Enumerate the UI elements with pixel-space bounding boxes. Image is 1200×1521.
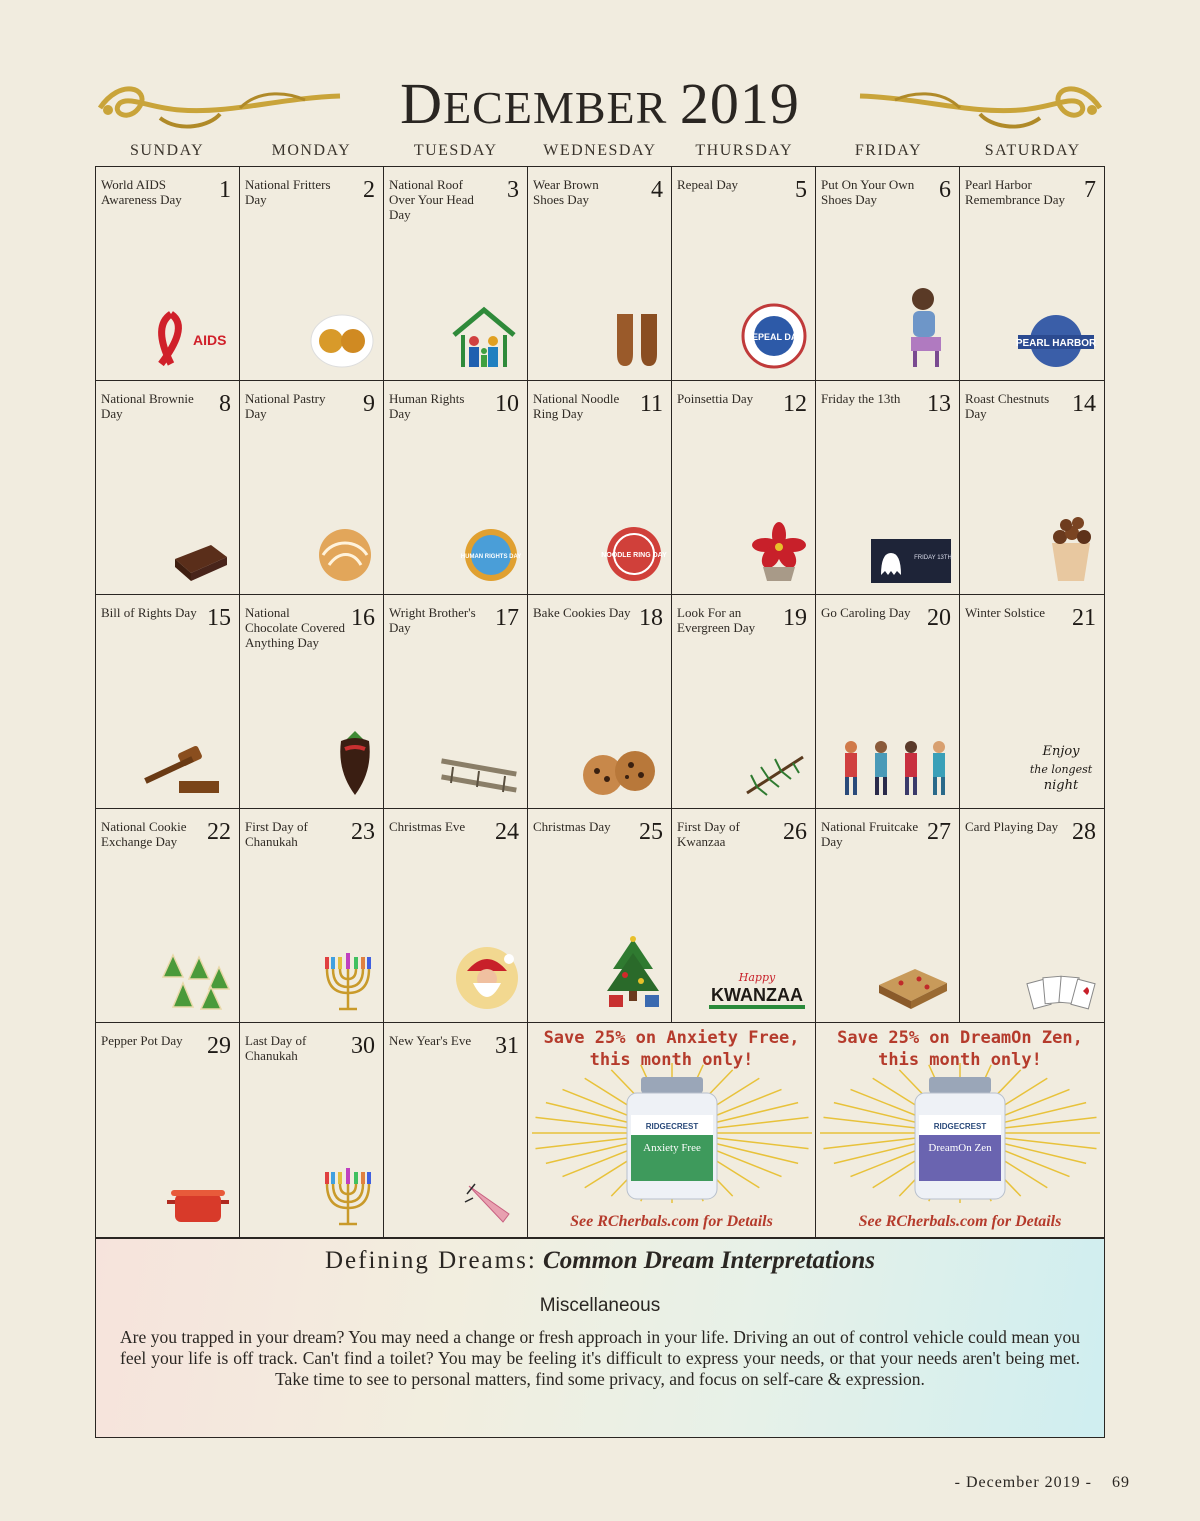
observance-label: National Brownie Day	[101, 391, 194, 421]
gavel-icon	[135, 741, 231, 802]
day-cell	[672, 167, 816, 381]
day-number: 22	[207, 819, 231, 845]
weekday-header-row	[95, 142, 1105, 166]
observance-label: Card Playing Day	[965, 819, 1059, 834]
day-cell	[96, 167, 240, 381]
observance-label: Go Caroling Day	[821, 605, 911, 620]
day-cell	[816, 595, 960, 809]
observance-label: Poinsettia Day	[677, 391, 754, 406]
day-cell	[96, 381, 240, 595]
day-cell	[528, 381, 672, 595]
dreams-title-rest: Common Dream Interpretations	[543, 1247, 876, 1274]
day-cell	[96, 1023, 240, 1237]
day-cell	[816, 809, 960, 1023]
promo-headline: Save 25% on Anxiety Free, this month only!	[543, 1028, 800, 1070]
promo-cta[interactable]: See RCherbals.com for Details	[858, 1213, 1062, 1230]
day-cell	[672, 595, 816, 809]
observance-label: Repeal Day	[677, 177, 739, 192]
day-cell	[528, 809, 672, 1023]
svg-text:KWANZAA: KWANZAA	[711, 985, 803, 1005]
svg-text:night: night	[1043, 778, 1079, 793]
poinsettia-icon	[751, 521, 807, 588]
day-number: 25	[639, 819, 663, 845]
observance-label: Last Day of Chanukah	[245, 1033, 307, 1063]
day-number: 1	[219, 177, 231, 203]
day-number: 18	[639, 605, 663, 631]
supplement-bottle-icon	[617, 1075, 727, 1201]
svg-text:REPEAL DAY: REPEAL DAY	[745, 332, 803, 342]
cookies-icon	[577, 749, 663, 802]
day-cell	[672, 809, 816, 1023]
party-horn-icon	[463, 1180, 519, 1231]
observance-label: Christmas Day	[533, 819, 611, 834]
footer-label: - December 2019 -	[954, 1474, 1092, 1491]
day-number: 9	[363, 391, 375, 417]
ribbon-icon	[151, 309, 231, 374]
calendar-grid	[95, 166, 1105, 1238]
weekday-label: THURSDAY	[695, 142, 794, 159]
observance-label: Christmas Eve	[389, 819, 466, 834]
day-number: 29	[207, 1033, 231, 1059]
kwanzaa-icon	[707, 969, 807, 1016]
observance-label: National Cookie Exchange Day	[101, 819, 187, 849]
dreams-subtitle: Miscellaneous	[539, 1295, 661, 1316]
pastry-icon	[315, 527, 375, 588]
dreams-title-lead: Defining Dreams:	[324, 1247, 537, 1274]
house-family-icon	[449, 305, 519, 374]
observance-label: World AIDS Awareness Day	[101, 177, 182, 207]
svg-text:Happy: Happy	[738, 971, 776, 984]
header	[0, 70, 1200, 140]
menorah-icon	[321, 953, 375, 1016]
chocolate-strawberry-icon	[335, 727, 375, 802]
day-cell	[816, 381, 960, 595]
day-cell	[240, 809, 384, 1023]
month-initial: D	[400, 71, 444, 136]
christmas-tree-icon	[603, 935, 663, 1016]
day-number: 24	[495, 819, 519, 845]
svg-text:RIDGECREST: RIDGECREST	[645, 1122, 698, 1131]
observance-label: New Year's Eve	[389, 1033, 472, 1048]
day-cell	[240, 595, 384, 809]
dreams-title	[96, 1247, 1104, 1275]
day-number: 11	[639, 391, 663, 417]
observance-label: First Day of Chanukah	[245, 819, 308, 849]
pot-icon	[165, 1180, 231, 1231]
day-number: 23	[351, 819, 375, 845]
day-number: 5	[795, 177, 807, 203]
observance-label: National Fritters Day	[245, 177, 331, 207]
pearl-harbor-badge-icon	[1016, 313, 1096, 374]
chestnuts-icon	[1046, 513, 1096, 588]
fritters-icon	[309, 313, 375, 374]
day-cell	[960, 595, 1104, 809]
longest-night-icon	[1026, 733, 1096, 802]
dreams-body: Are you trapped in your dream? You may need a change or fresh approach in your life. Driving an out of control vehicle could mean you feel your life is off track. Can't find a toilet? You may be feeling it's difficult to express your needs, or that your needs aren't being met. Take time to see to personal matters, find some privacy, and focus on self-care & expression.	[120, 1327, 1080, 1389]
day-number: 7	[1084, 177, 1096, 203]
day-cell	[96, 595, 240, 809]
day-number: 17	[495, 605, 519, 631]
weekday-label: WEDNESDAY	[543, 142, 657, 159]
day-cell	[960, 381, 1104, 595]
day-number: 12	[783, 391, 807, 417]
day-number: 21	[1072, 605, 1096, 631]
observance-label: National Roof Over Your Head Day	[389, 177, 474, 222]
observance-label: Roast Chestnuts Day	[965, 391, 1050, 421]
weekday-label: TUESDAY	[413, 142, 498, 159]
gold-flourish-right-icon	[850, 78, 1110, 138]
observance-label: Wright Brother's Day	[389, 605, 476, 635]
day-number: 26	[783, 819, 807, 845]
observance-label: Put On Your Own Shoes Day	[821, 177, 915, 207]
day-number: 10	[495, 391, 519, 417]
svg-text:DreamOn Zen: DreamOn Zen	[928, 1142, 992, 1154]
svg-text:PEARL HARBOR: PEARL HARBOR	[1015, 338, 1097, 349]
observance-label: National Pastry Day	[245, 391, 326, 421]
fruitcake-icon	[875, 963, 951, 1016]
observance-label: National Fruitcake Day	[821, 819, 919, 849]
svg-text:FRIDAY 13TH: FRIDAY 13TH	[914, 555, 952, 561]
year: 2019	[679, 71, 800, 136]
observance-label: Winter Solstice	[965, 605, 1045, 620]
brownie-icon	[171, 539, 231, 588]
santa-icon	[455, 945, 519, 1016]
day-cell	[384, 809, 528, 1023]
shoes-icon	[613, 309, 663, 374]
observance-label: First Day of Kwanzaa	[677, 819, 740, 849]
day-cell	[96, 809, 240, 1023]
day-number: 2	[363, 177, 375, 203]
page-footer	[955, 1474, 1130, 1492]
day-number: 3	[507, 177, 519, 203]
day-cell	[672, 381, 816, 595]
day-number: 20	[927, 605, 951, 631]
svg-text:AIDS: AIDS	[193, 332, 227, 348]
day-cell	[528, 595, 672, 809]
promo-cta[interactable]: See RCherbals.com for Details	[570, 1213, 773, 1230]
weekday-label: SATURDAY	[984, 142, 1081, 159]
observance-label: Pepper Pot Day	[101, 1033, 183, 1048]
biplane-icon	[439, 757, 519, 802]
day-number: 14	[1072, 391, 1096, 417]
day-cell	[384, 381, 528, 595]
tree-cookies-icon	[159, 953, 231, 1016]
day-cell	[240, 381, 384, 595]
observance-label: Bake Cookies Day	[533, 605, 631, 620]
svg-text:RIDGECREST: RIDGECREST	[933, 1122, 987, 1131]
promo-headline: Save 25% on DreamOn Zen, this month only!	[837, 1028, 1083, 1070]
svg-text:the longest: the longest	[1029, 763, 1093, 776]
day-number: 16	[351, 605, 375, 631]
day-number: 13	[927, 391, 951, 417]
page-number: 69	[1112, 1474, 1130, 1491]
day-cell	[816, 167, 960, 381]
observance-label: Wear Brown Shoes Day	[533, 177, 599, 207]
carolers-icon	[839, 737, 951, 802]
dreams-panel	[95, 1238, 1105, 1438]
day-cell	[384, 1023, 528, 1237]
day-number: 30	[351, 1033, 375, 1059]
observance-label: Friday the 13th	[821, 391, 901, 406]
child-shoes-icon	[901, 285, 951, 374]
day-number: 27	[927, 819, 951, 845]
day-cell	[384, 595, 528, 809]
ghost-icon	[871, 539, 951, 588]
promo-ad[interactable]	[816, 1023, 1104, 1237]
svg-text:Anxiety Free: Anxiety Free	[642, 1142, 701, 1154]
day-number: 6	[939, 177, 951, 203]
observance-label: National Noodle Ring Day	[533, 391, 620, 421]
day-cell	[960, 809, 1104, 1023]
observance-label: Pearl Harbor Remembrance Day	[965, 177, 1065, 207]
day-number: 19	[783, 605, 807, 631]
human-rights-badge-icon	[460, 527, 522, 588]
weekday-label: MONDAY	[271, 142, 352, 159]
observance-label: Look For an Evergreen Day	[677, 605, 756, 635]
day-cell	[240, 167, 384, 381]
svg-text:HUMAN RIGHTS DAY: HUMAN RIGHTS DAY	[460, 554, 522, 560]
svg-text:Enjoy: Enjoy	[1042, 744, 1080, 759]
day-number: 15	[207, 605, 231, 631]
weekday-label: SUNDAY	[130, 142, 205, 159]
supplement-bottle-icon	[905, 1075, 1015, 1201]
promo-ad[interactable]	[528, 1023, 816, 1237]
menorah-icon	[321, 1168, 375, 1231]
day-number: 31	[495, 1033, 519, 1059]
day-number: 28	[1072, 819, 1096, 845]
month-rest: ECEMBER	[443, 82, 680, 133]
day-cell	[528, 167, 672, 381]
weekday-label: FRIDAY	[854, 142, 922, 159]
observance-label: Bill of Rights Day	[101, 605, 197, 620]
observance-label: National Chocolate Covered Anything Day	[245, 605, 345, 650]
observance-label: Human Rights Day	[389, 391, 465, 421]
day-cell	[960, 167, 1104, 381]
playing-cards-icon	[1026, 971, 1096, 1016]
evergreen-branch-icon	[743, 753, 807, 802]
day-cell	[240, 1023, 384, 1237]
day-number: 4	[651, 177, 663, 203]
noodle-badge-icon	[601, 525, 667, 588]
day-cell	[384, 167, 528, 381]
day-number: 8	[219, 391, 231, 417]
repeal-badge-icon	[741, 303, 807, 374]
svg-text:NOODLE RING DAY: NOODLE RING DAY	[601, 552, 667, 559]
